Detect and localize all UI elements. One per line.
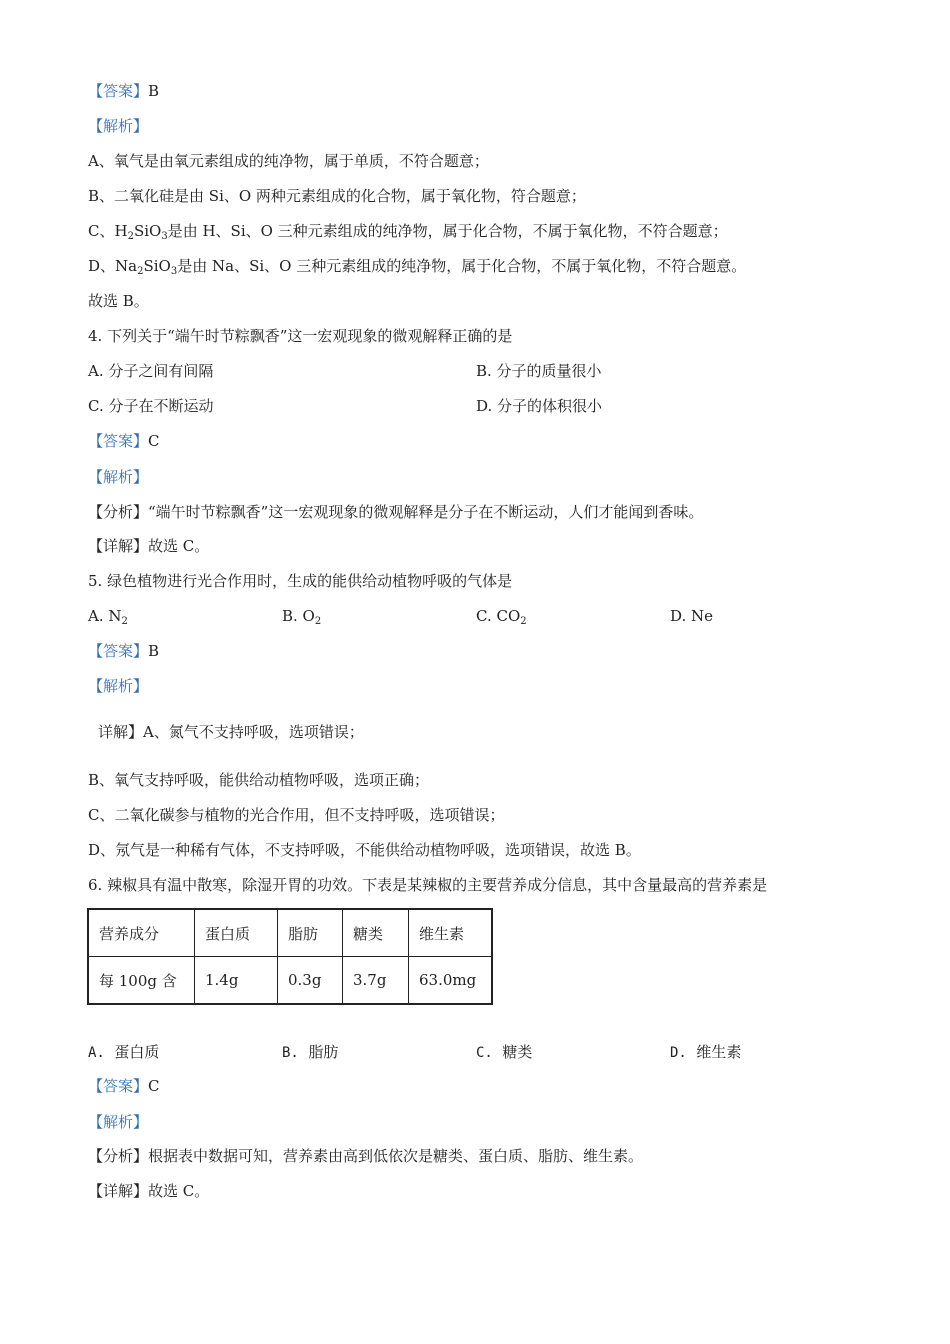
q6-fenxi: 【分析】根据表中数据可知，营养素由高到低依次是糖类、蛋白质、脂肪、维生素。 <box>88 1147 644 1165</box>
q4-option-a: A. 分子之间有间隔 <box>88 362 214 380</box>
q3-line-c <box>88 221 728 241</box>
q5-option-a-sub: 2 <box>121 616 128 627</box>
q6-option-b-letter: B. <box>282 1045 299 1061</box>
q6-option-c-letter: C. <box>476 1045 493 1061</box>
q3-line-c-sub1: 2 <box>127 231 134 242</box>
q3-line-d <box>88 256 746 276</box>
q5-option-c-sub: 2 <box>520 616 527 627</box>
q4-option-b: B. 分子的质量很小 <box>476 362 602 380</box>
q6-analysis-tag: 【解析】 <box>88 1113 149 1131</box>
q3-line-d-pre: D、Na <box>88 257 138 275</box>
q5-question: 5. 绿色植物进行光合作用时，生成的能供给动植物呼吸的气体是 <box>88 572 513 590</box>
q5-analysis-tag: 【解析】 <box>88 677 149 695</box>
nutrition-table <box>87 908 493 1005</box>
q3-conclusion: 故选 B。 <box>88 292 149 310</box>
q3-line-d-post: 是由 Na、Si、O 三种元素组成的纯净物，属于化合物，不属于氧化物，不符合题意。 <box>177 257 747 275</box>
q3-line-d-mid: SiO <box>143 257 171 275</box>
q3-line-d-sub1: 2 <box>137 266 144 277</box>
q6-option-b-text: 脂肪 <box>308 1043 339 1061</box>
q3-line-b: B、二氧化硅是由 Si、O 两种元素组成的化合物，属于氧化物，符合题意； <box>88 187 586 205</box>
q5-line-b: B、氧气支持呼吸，能供给动植物呼吸，选项正确； <box>88 771 430 789</box>
q5-option-d: D. Ne <box>670 607 714 625</box>
answer-value: B <box>148 642 160 660</box>
answer-value: B <box>148 82 160 100</box>
answer-value: C <box>148 432 160 450</box>
answer-tag: 【答案】 <box>88 642 149 660</box>
q6-option-a-text: 蛋白质 <box>114 1043 160 1061</box>
q5-option-b-text: B. O <box>282 607 315 625</box>
q3-line-c-sub2: 3 <box>161 231 168 242</box>
q3-line-c-pre: C、H <box>88 222 128 240</box>
table-header-cell: 脂肪 <box>278 909 343 957</box>
q5-option-a-text: A. N <box>88 607 122 625</box>
q3-line-d-sub2: 3 <box>170 266 178 277</box>
q4-detail: 【详解】故选 C。 <box>88 537 210 555</box>
q6-option-c-text: 糖类 <box>502 1043 533 1061</box>
q5-option-a <box>88 606 128 626</box>
q5-option-b-sub: 2 <box>314 616 322 627</box>
table-header-cell: 维生素 <box>409 909 493 957</box>
q6-option-d-letter: D. <box>670 1045 687 1061</box>
q6-option-a <box>88 1042 159 1063</box>
answer-tag: 【答案】 <box>88 1077 149 1095</box>
q4-analysis-tag: 【解析】 <box>88 468 149 486</box>
q5-detail-a: 详解】A、氮气不支持呼吸，选项错误； <box>98 723 364 741</box>
table-cell: 0.3g <box>278 957 343 1005</box>
q6-option-c <box>476 1042 532 1063</box>
answer-value: C <box>148 1077 160 1095</box>
q3-analysis-tag: 【解析】 <box>88 117 149 135</box>
q6-option-d <box>670 1042 741 1063</box>
q3-answer <box>88 81 159 101</box>
q6-option-b <box>282 1042 338 1063</box>
q4-answer <box>88 431 160 451</box>
q6-answer <box>88 1076 160 1096</box>
q4-fenxi: 【分析】“端午时节粽飘香”这一宏观现象的微观解释是分子在不断运动，人们才能闻到香味。 <box>88 503 704 521</box>
q6-question: 6. 辣椒具有温中散寒，除湿开胃的功效。下表是某辣椒的主要营养成分信息，其中含量最高的营养素是 <box>88 876 768 894</box>
q4-question: 4. 下列关于“端午时节粽飘香”这一宏观现象的微观解释正确的是 <box>88 327 513 345</box>
q5-answer <box>88 641 159 661</box>
table-header-cell: 蛋白质 <box>195 909 278 957</box>
q5-line-d: D、氖气是一种稀有气体，不支持呼吸，不能供给动植物呼吸，选项错误，故选 B。 <box>88 841 641 859</box>
table-cell: 每 100g 含 <box>88 957 195 1005</box>
q3-detail-a: A、氧气是由氧元素组成的纯净物，属于单质，不符合题意； <box>88 152 489 170</box>
q4-option-d: D. 分子的体积很小 <box>476 397 603 415</box>
q6-option-a-letter: A. <box>88 1045 105 1061</box>
q5-option-b <box>282 606 321 626</box>
q6-detail: 【详解】故选 C。 <box>88 1182 210 1200</box>
q6-option-d-text: 维生素 <box>696 1043 742 1061</box>
q5-line-c: C、二氧化碳参与植物的光合作用，但不支持呼吸，选项错误； <box>88 806 505 824</box>
table-header-cell: 营养成分 <box>88 909 195 957</box>
q3-line-c-post: 是由 H、Si、O 三种元素组成的纯净物，属于化合物，不属于氧化物，不符合题意； <box>167 222 728 240</box>
q3-line-c-mid: SiO <box>133 222 162 240</box>
table-cell: 63.0mg <box>409 957 493 1005</box>
answer-tag: 【答案】 <box>88 432 149 450</box>
table-row <box>88 957 492 1005</box>
answer-tag: 【答案】 <box>88 82 149 100</box>
q5-option-c <box>476 606 527 626</box>
q4-option-c: C. 分子在不断运动 <box>88 397 214 415</box>
table-header-row <box>88 909 492 957</box>
table-header-cell: 糖类 <box>343 909 409 957</box>
q5-option-c-text: C. CO <box>476 607 521 625</box>
table-cell: 3.7g <box>343 957 409 1005</box>
table-cell: 1.4g <box>195 957 278 1005</box>
